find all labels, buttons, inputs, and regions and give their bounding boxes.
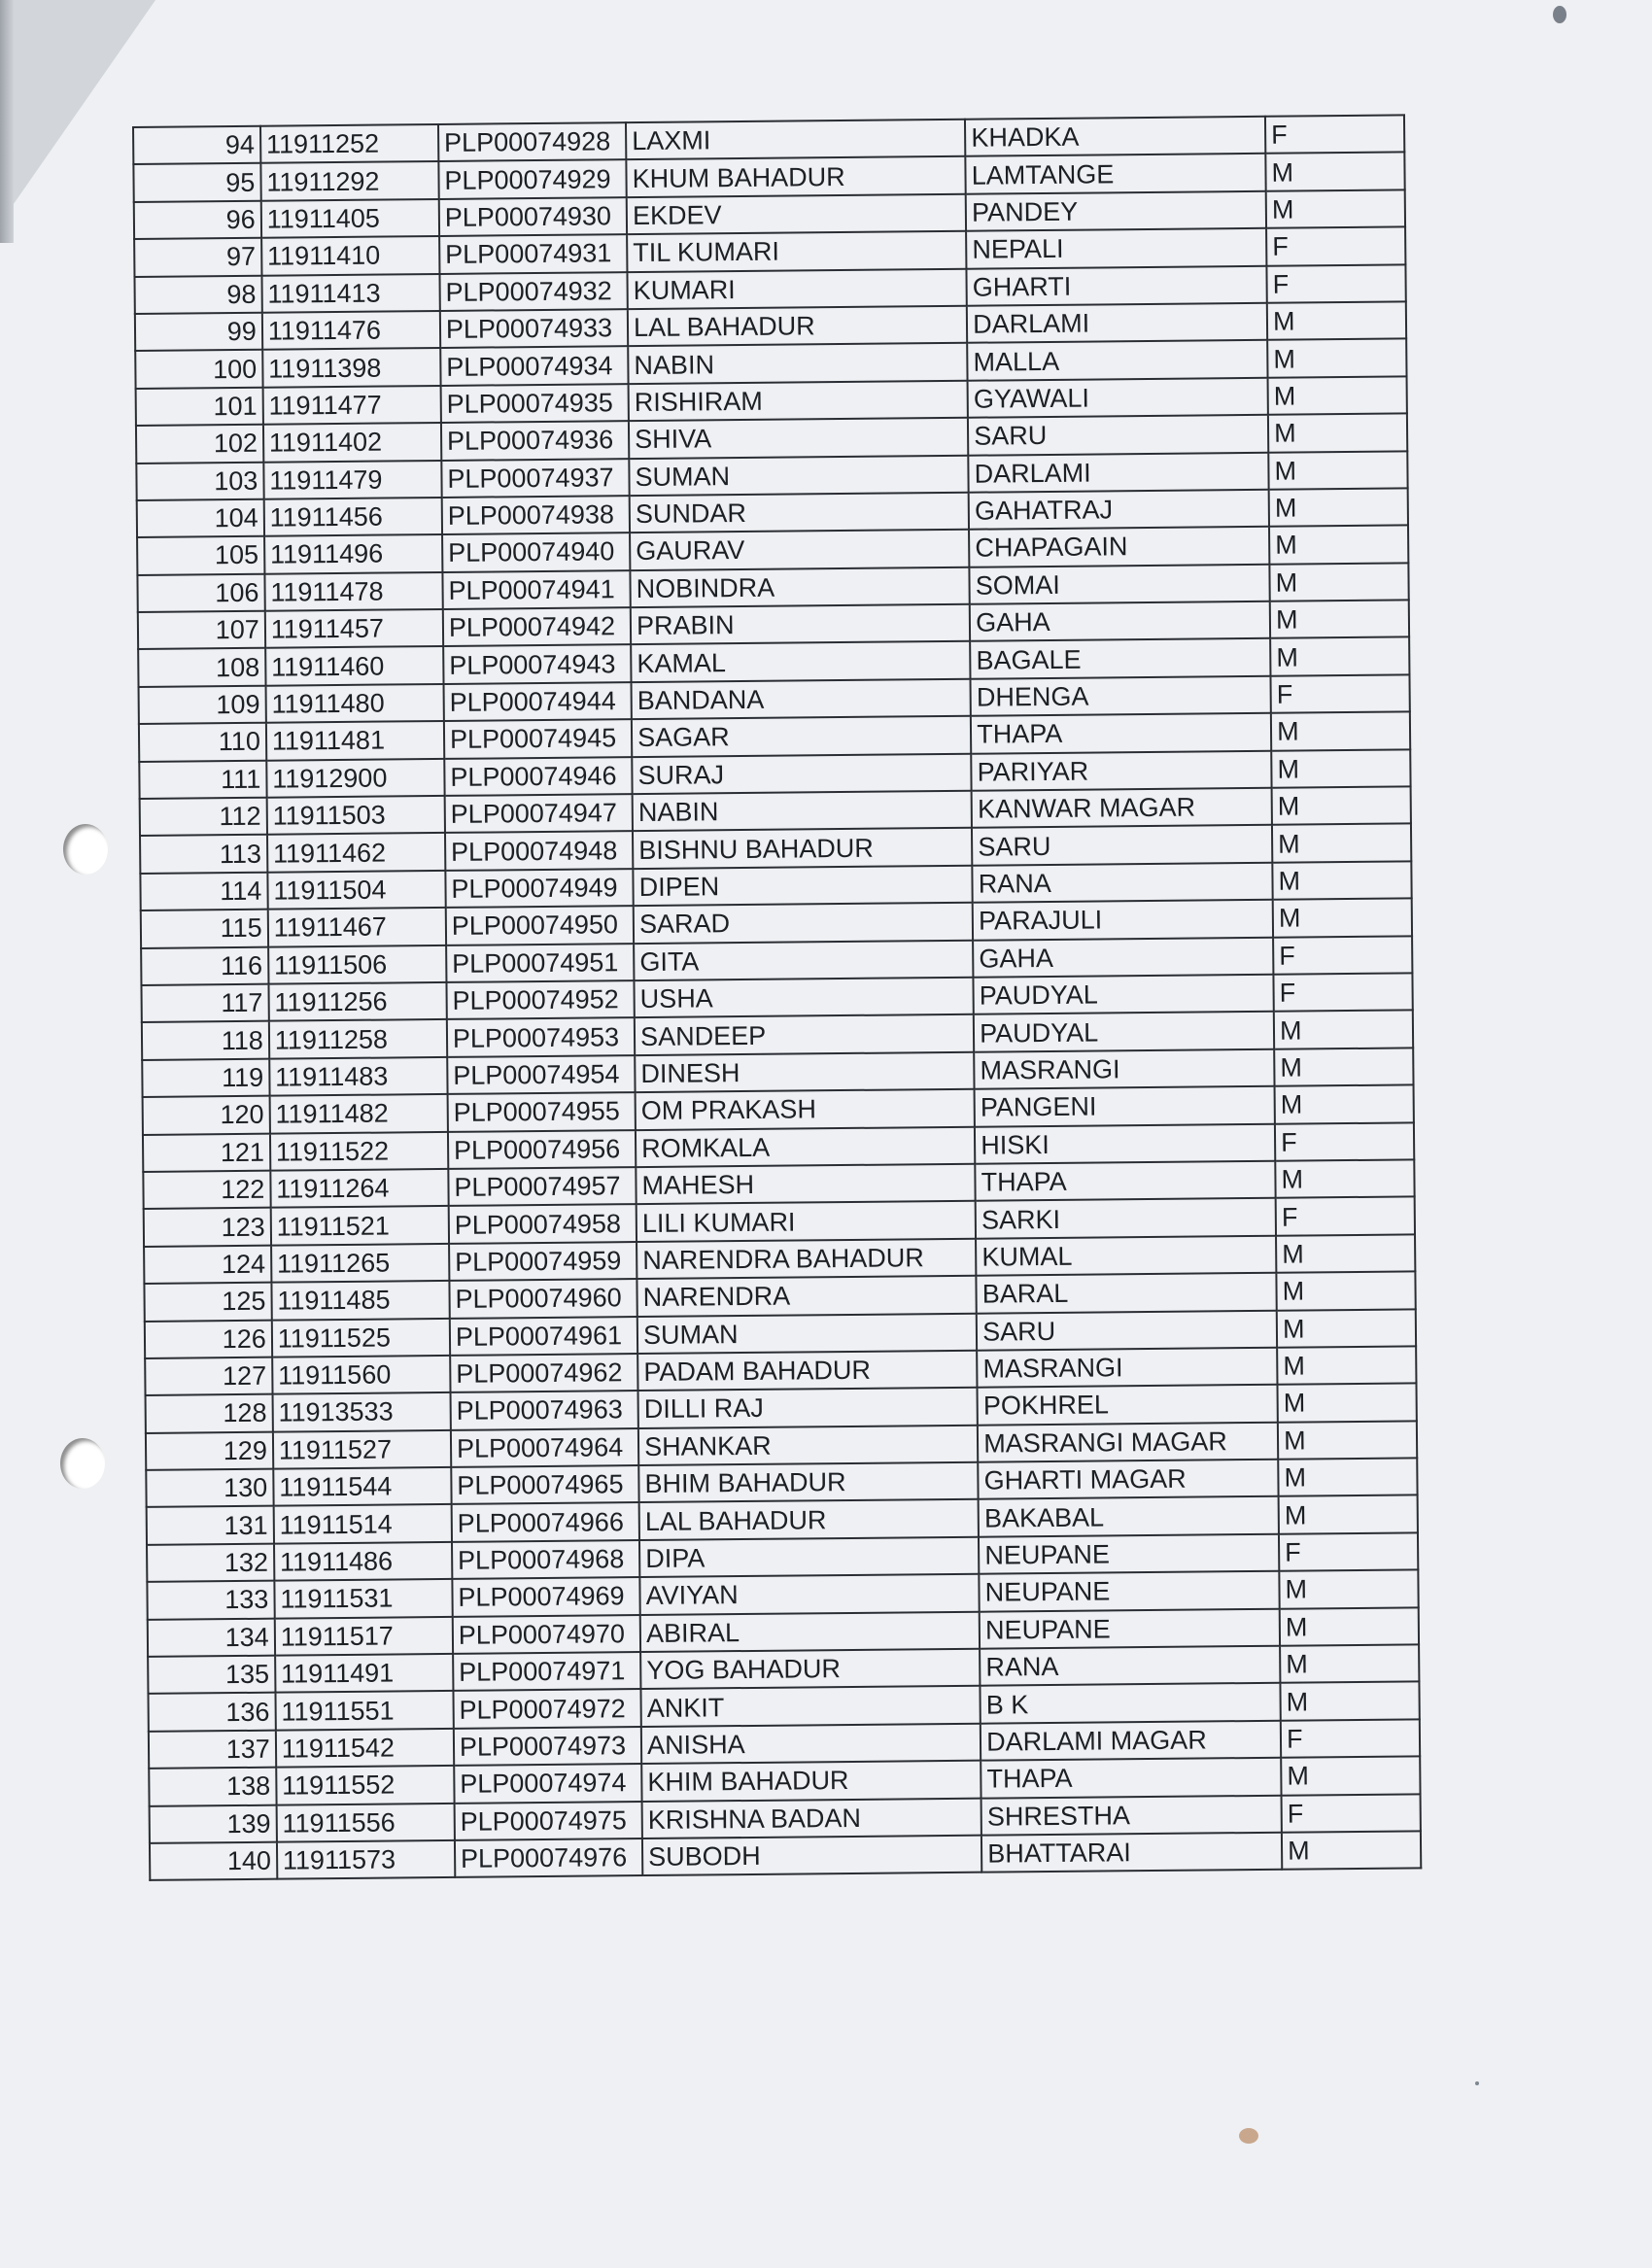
last-name-cell: SARU: [972, 825, 1272, 865]
serial-number-cell: 105: [137, 536, 264, 575]
first-name-cell: OM PRAKASH: [636, 1089, 975, 1130]
last-name-cell: MASRANGI MAGAR: [978, 1422, 1278, 1461]
first-name-cell: KHIM BAHADUR: [641, 1761, 981, 1802]
first-name-cell: SANDEEP: [635, 1014, 974, 1055]
last-name-cell: BARAL: [977, 1273, 1277, 1313]
registration-number-cell: PLP00074943: [443, 645, 632, 684]
first-name-cell: LILI KUMARI: [637, 1201, 976, 1242]
first-name-cell: BISHNU BAHADUR: [633, 828, 972, 869]
gender-cell: M: [1281, 1757, 1420, 1796]
registration-number-cell: PLP00074945: [444, 719, 633, 758]
serial-number-cell: 109: [139, 686, 266, 725]
gender-cell: M: [1282, 1831, 1421, 1870]
first-name-cell: LAL BAHADUR: [639, 1499, 979, 1540]
serial-number-cell: 136: [148, 1693, 275, 1732]
first-name-cell: GAURAV: [630, 530, 969, 570]
serial-number-cell: 134: [148, 1618, 275, 1657]
serial-number-cell: 139: [150, 1804, 277, 1843]
registration-number-cell: PLP00074934: [440, 346, 629, 385]
serial-number-cell: 112: [140, 798, 267, 837]
student-id-cell: 11911506: [268, 945, 446, 984]
student-id-cell: 11911485: [271, 1281, 449, 1320]
first-name-cell: SUMAN: [637, 1313, 977, 1354]
last-name-cell: HISKI: [975, 1123, 1275, 1163]
student-id-cell: 11911544: [273, 1467, 451, 1506]
serial-number-cell: 129: [146, 1431, 273, 1470]
student-id-cell: 11911480: [265, 684, 443, 723]
gender-cell: M: [1272, 861, 1411, 900]
last-name-cell: SARU: [977, 1310, 1277, 1350]
serial-number-cell: 103: [136, 462, 263, 500]
serial-number-cell: 110: [139, 723, 266, 762]
gender-cell: M: [1269, 563, 1408, 601]
gender-cell: M: [1266, 189, 1405, 228]
gender-cell: F: [1281, 1719, 1420, 1758]
serial-number-cell: 132: [147, 1544, 274, 1583]
gender-cell: M: [1280, 1644, 1419, 1683]
first-name-cell: EKDEV: [627, 194, 966, 235]
first-name-cell: TIL KUMARI: [627, 231, 966, 272]
serial-number-cell: 121: [143, 1133, 270, 1172]
student-id-cell: 11911413: [261, 274, 439, 313]
serial-number-cell: 96: [134, 201, 261, 240]
gender-cell: M: [1278, 1421, 1417, 1460]
last-name-cell: KANWAR MAGAR: [972, 788, 1272, 828]
first-name-cell: SAGAR: [632, 716, 971, 757]
first-name-cell: NABIN: [633, 791, 972, 832]
last-name-cell: GAHA: [973, 937, 1273, 977]
first-name-cell: ABIRAL: [640, 1611, 980, 1652]
last-name-cell: GAHA: [970, 601, 1270, 641]
last-name-cell: DARLAMI MAGAR: [981, 1721, 1281, 1761]
registration-number-cell: PLP00074946: [444, 757, 633, 796]
gender-cell: M: [1278, 1458, 1417, 1496]
registration-number-cell: PLP00074930: [439, 197, 628, 236]
registration-number-cell: PLP00074936: [441, 421, 630, 460]
registration-number-cell: PLP00074932: [439, 272, 628, 311]
registration-number-cell: PLP00074965: [451, 1465, 639, 1504]
serial-number-cell: 117: [141, 984, 268, 1023]
last-name-cell: THAPA: [981, 1758, 1281, 1798]
student-id-cell: 11911398: [262, 348, 440, 387]
first-name-cell: SUMAN: [629, 455, 968, 496]
serial-number-cell: 131: [147, 1506, 274, 1545]
gender-cell: M: [1276, 1271, 1415, 1310]
gender-cell: M: [1271, 749, 1410, 788]
gender-cell: M: [1275, 1159, 1414, 1198]
gender-cell: M: [1274, 1011, 1413, 1049]
registration-number-cell: PLP00074948: [445, 832, 634, 871]
student-id-cell: 11911551: [275, 1691, 453, 1730]
serial-number-cell: 100: [135, 350, 262, 389]
student-id-cell: 11911481: [266, 721, 444, 760]
registration-number-cell: PLP00074963: [450, 1391, 638, 1429]
registration-number-cell: PLP00074972: [453, 1689, 641, 1728]
registration-number-cell: PLP00074929: [438, 160, 627, 199]
student-roster-table: [132, 114, 1422, 1881]
first-name-cell: DIPA: [639, 1537, 979, 1578]
last-name-cell: THAPA: [971, 713, 1271, 753]
last-name-cell: BHATTARAI: [981, 1833, 1282, 1873]
first-name-cell: DINESH: [635, 1051, 974, 1092]
gender-cell: F: [1271, 674, 1410, 713]
registration-number-cell: PLP00074976: [455, 1838, 643, 1877]
serial-number-cell: 106: [137, 573, 264, 612]
serial-number-cell: 128: [146, 1394, 273, 1433]
last-name-cell: BAGALE: [970, 638, 1270, 678]
student-id-cell: 11913533: [272, 1392, 450, 1431]
last-name-cell: B K: [981, 1683, 1281, 1723]
registration-number-cell: PLP00074953: [447, 1017, 636, 1056]
registration-number-cell: PLP00074956: [448, 1130, 637, 1169]
registration-number-cell: PLP00074961: [450, 1317, 638, 1356]
gender-cell: F: [1266, 227, 1405, 266]
serial-number-cell: 118: [142, 1021, 269, 1060]
gender-cell: M: [1270, 637, 1409, 676]
first-name-cell: DIPEN: [633, 866, 972, 907]
first-name-cell: KHUM BAHADUR: [626, 156, 965, 197]
punch-hole: [63, 824, 108, 875]
student-id-cell: 11911491: [275, 1654, 453, 1693]
student-id-cell: 11911496: [264, 534, 442, 573]
serial-number-cell: 101: [136, 387, 263, 426]
serial-number-cell: 95: [133, 163, 260, 202]
last-name-cell: PAUDYAL: [974, 1012, 1274, 1051]
serial-number-cell: 102: [136, 425, 263, 464]
first-name-cell: LAXMI: [626, 120, 965, 160]
last-name-cell: MASRANGI: [977, 1348, 1277, 1388]
student-id-cell: 11911258: [269, 1019, 447, 1058]
student-id-cell: 11911479: [263, 460, 441, 498]
last-name-cell: SHRESTHA: [981, 1795, 1282, 1835]
last-name-cell: GAHATRAJ: [969, 490, 1269, 530]
gender-cell: M: [1281, 1682, 1420, 1721]
registration-number-cell: PLP00074949: [445, 869, 634, 908]
serial-number-cell: 115: [141, 910, 268, 948]
registration-number-cell: PLP00074954: [447, 1055, 636, 1094]
student-id-cell: 11911460: [265, 646, 443, 685]
registration-number-cell: PLP00074947: [445, 794, 634, 833]
first-name-cell: KAMAL: [631, 641, 970, 682]
last-name-cell: NEUPANE: [980, 1608, 1280, 1648]
registration-number-cell: PLP00074952: [446, 980, 635, 1019]
first-name-cell: SUBODH: [642, 1836, 981, 1876]
last-name-cell: NEUPANE: [980, 1571, 1280, 1611]
first-name-cell: YOG BAHADUR: [640, 1649, 980, 1690]
last-name-cell: BAKABAL: [979, 1496, 1279, 1536]
serial-number-cell: 108: [138, 648, 265, 687]
student-id-cell: 11911256: [268, 982, 446, 1021]
student-id-cell: 11911522: [270, 1131, 448, 1170]
student-id-cell: 11911405: [261, 199, 439, 238]
last-name-cell: PANDEY: [966, 191, 1266, 231]
student-id-cell: 11911476: [262, 311, 440, 350]
student-id-cell: 11911531: [274, 1579, 452, 1618]
student-id-cell: 11911265: [271, 1244, 449, 1283]
first-name-cell: MAHESH: [636, 1164, 975, 1205]
gender-cell: M: [1267, 339, 1406, 378]
student-id-cell: 11911467: [268, 908, 446, 946]
serial-number-cell: 124: [144, 1245, 271, 1284]
gender-cell: M: [1269, 488, 1408, 527]
registration-number-cell: PLP00074942: [443, 607, 632, 646]
last-name-cell: KUMAL: [976, 1235, 1276, 1275]
student-id-cell: 11911410: [261, 236, 439, 275]
student-id-cell: 11911521: [270, 1206, 448, 1245]
student-id-cell: 11911264: [270, 1169, 448, 1208]
gender-cell: M: [1279, 1570, 1418, 1609]
student-id-cell: 11911503: [266, 796, 444, 835]
gender-cell: F: [1274, 973, 1413, 1012]
serial-number-cell: 137: [149, 1730, 276, 1769]
last-name-cell: NEUPANE: [979, 1534, 1279, 1574]
serial-number-cell: 138: [149, 1768, 276, 1806]
first-name-cell: NOBINDRA: [630, 567, 969, 607]
gender-cell: M: [1274, 1048, 1413, 1086]
last-name-cell: POKHREL: [978, 1385, 1278, 1425]
last-name-cell: CHAPAGAIN: [969, 527, 1269, 567]
registration-number-cell: PLP00074937: [441, 459, 630, 498]
roster-body: [133, 115, 1421, 1880]
first-name-cell: USHA: [635, 978, 974, 1018]
student-id-cell: 11911517: [275, 1617, 453, 1656]
first-name-cell: SURAJ: [632, 753, 971, 794]
student-id-cell: 11911560: [272, 1356, 450, 1394]
serial-number-cell: 126: [145, 1320, 272, 1358]
gender-cell: F: [1267, 264, 1406, 303]
stain-mark: [1239, 2128, 1258, 2144]
last-name-cell: PAUDYAL: [974, 975, 1274, 1014]
first-name-cell: BHIM BAHADUR: [638, 1462, 978, 1503]
first-name-cell: NABIN: [628, 343, 967, 384]
first-name-cell: SUNDAR: [630, 493, 969, 533]
punch-hole: [60, 1438, 105, 1489]
serial-number-cell: 125: [144, 1283, 271, 1322]
last-name-cell: DARLAMI: [968, 452, 1268, 492]
gender-cell: M: [1278, 1384, 1417, 1423]
last-name-cell: RANA: [980, 1646, 1280, 1686]
last-name-cell: MASRANGI: [974, 1049, 1274, 1089]
gender-cell: M: [1275, 1085, 1414, 1124]
first-name-cell: PRABIN: [631, 604, 970, 645]
serial-number-cell: 99: [135, 313, 262, 352]
student-id-cell: 11911477: [262, 386, 440, 425]
gender-cell: M: [1270, 600, 1409, 638]
first-name-cell: KUMARI: [628, 268, 967, 309]
first-name-cell: ROMKALA: [636, 1126, 975, 1167]
registration-number-cell: PLP00074957: [448, 1167, 637, 1206]
registration-number-cell: PLP00074955: [447, 1092, 636, 1131]
gender-cell: M: [1265, 153, 1404, 191]
serial-number-cell: 104: [137, 499, 264, 538]
last-name-cell: NEPALI: [966, 228, 1266, 268]
registration-number-cell: PLP00074938: [442, 496, 631, 534]
last-name-cell: PARAJULI: [973, 900, 1273, 940]
first-name-cell: BANDANA: [632, 679, 971, 720]
serial-number-cell: 135: [148, 1656, 275, 1695]
student-id-cell: 11911486: [274, 1542, 452, 1581]
first-name-cell: SHANKAR: [638, 1425, 978, 1465]
gender-cell: M: [1271, 712, 1410, 751]
first-name-cell: NARENDRA: [637, 1276, 976, 1317]
registration-number-cell: PLP00074944: [443, 682, 632, 721]
registration-number-cell: PLP00074960: [449, 1279, 637, 1318]
last-name-cell: MALLA: [967, 340, 1267, 380]
last-name-cell: THAPA: [975, 1161, 1275, 1201]
student-id-cell: 11911504: [267, 871, 445, 910]
student-id-cell: 11911402: [263, 423, 441, 462]
first-name-cell: DILLI RAJ: [638, 1388, 978, 1428]
serial-number-cell: 140: [150, 1842, 277, 1881]
serial-number-cell: 113: [140, 835, 267, 874]
serial-number-cell: 122: [143, 1171, 270, 1210]
gender-cell: F: [1276, 1197, 1415, 1236]
student-id-cell: 11911573: [277, 1840, 455, 1879]
serial-number-cell: 111: [139, 760, 266, 799]
student-id-cell: 11911527: [273, 1430, 451, 1469]
serial-number-cell: 127: [145, 1357, 272, 1396]
student-id-cell: 11911482: [269, 1094, 447, 1133]
student-id-cell: 11911456: [263, 498, 441, 536]
serial-number-cell: 107: [138, 611, 265, 650]
gender-cell: M: [1273, 899, 1412, 938]
first-name-cell: NARENDRA BAHADUR: [637, 1238, 976, 1279]
gender-cell: F: [1265, 115, 1404, 154]
gender-cell: M: [1277, 1309, 1416, 1348]
registration-number-cell: PLP00074968: [452, 1540, 640, 1579]
dust-speck: [1475, 2081, 1479, 2085]
last-name-cell: PARIYAR: [971, 750, 1271, 790]
last-name-cell: DARLAMI: [967, 303, 1267, 343]
serial-number-cell: 116: [141, 946, 268, 985]
gender-cell: M: [1267, 301, 1406, 340]
last-name-cell: KHADKA: [965, 117, 1265, 156]
last-name-cell: DHENGA: [971, 676, 1271, 716]
first-name-cell: SHIVA: [629, 418, 968, 459]
gender-cell: M: [1280, 1607, 1419, 1646]
serial-number-cell: 114: [140, 873, 267, 911]
registration-number-cell: PLP00074970: [453, 1615, 641, 1654]
staple-mark: [1553, 6, 1566, 23]
registration-number-cell: PLP00074971: [453, 1652, 641, 1691]
last-name-cell: GHARTI: [967, 265, 1267, 305]
registration-number-cell: PLP00074973: [454, 1727, 642, 1766]
serial-number-cell: 94: [133, 126, 260, 165]
first-name-cell: KRISHNA BADAN: [642, 1798, 981, 1838]
student-id-cell: 11912900: [266, 759, 444, 798]
gender-cell: M: [1268, 451, 1407, 490]
last-name-cell: PANGENI: [975, 1086, 1275, 1126]
registration-number-cell: PLP00074950: [446, 906, 635, 945]
gender-cell: F: [1275, 1122, 1414, 1161]
registration-number-cell: PLP00074975: [454, 1802, 642, 1840]
last-name-cell: SARU: [968, 415, 1268, 455]
serial-number-cell: 123: [144, 1208, 271, 1247]
registration-number-cell: PLP00074940: [442, 533, 631, 571]
gender-cell: F: [1282, 1794, 1421, 1833]
student-id-cell: 11911252: [260, 124, 438, 163]
last-name-cell: SARKI: [976, 1198, 1276, 1238]
gender-cell: F: [1273, 936, 1412, 975]
last-name-cell: LAMTANGE: [966, 154, 1266, 193]
registration-number-cell: PLP00074933: [440, 309, 629, 348]
registration-number-cell: PLP00074959: [449, 1242, 637, 1281]
student-id-cell: 11911478: [264, 572, 442, 611]
first-name-cell: ANISHA: [641, 1723, 981, 1764]
registration-number-cell: PLP00074962: [450, 1354, 638, 1392]
gender-cell: M: [1279, 1495, 1418, 1534]
student-id-cell: 11911457: [265, 609, 443, 648]
student-id-cell: 11911552: [276, 1766, 454, 1804]
registration-number-cell: PLP00074928: [438, 122, 627, 161]
first-name-cell: PADAM BAHADUR: [637, 1351, 977, 1392]
gender-cell: M: [1268, 414, 1407, 453]
last-name-cell: RANA: [973, 863, 1273, 903]
registration-number-cell: PLP00074969: [452, 1577, 640, 1616]
first-name-cell: RISHIRAM: [629, 380, 968, 421]
student-id-cell: 11911542: [276, 1729, 454, 1768]
serial-number-cell: 98: [134, 275, 261, 314]
gender-cell: M: [1276, 1234, 1415, 1273]
first-name-cell: ANKIT: [641, 1686, 981, 1727]
serial-number-cell: 119: [142, 1058, 269, 1097]
serial-number-cell: 97: [134, 238, 261, 277]
registration-number-cell: PLP00074958: [449, 1204, 637, 1243]
registration-number-cell: PLP00074974: [454, 1764, 642, 1803]
student-id-cell: 11911462: [267, 833, 445, 872]
first-name-cell: AVIYAN: [639, 1574, 979, 1615]
gender-cell: M: [1269, 526, 1408, 565]
gender-cell: M: [1277, 1346, 1416, 1385]
gender-cell: M: [1272, 824, 1411, 863]
registration-number-cell: PLP00074966: [452, 1503, 640, 1542]
registration-number-cell: PLP00074931: [439, 234, 628, 273]
registration-number-cell: PLP00074951: [446, 944, 635, 982]
serial-number-cell: 130: [146, 1469, 273, 1508]
first-name-cell: SARAD: [634, 903, 973, 944]
page-edge-shadow: [0, 0, 14, 243]
serial-number-cell: 133: [147, 1581, 274, 1620]
registration-number-cell: PLP00074964: [451, 1428, 639, 1467]
gender-cell: M: [1268, 376, 1407, 415]
first-name-cell: GITA: [634, 940, 973, 980]
last-name-cell: GHARTI MAGAR: [978, 1460, 1278, 1499]
student-id-cell: 11911292: [260, 161, 438, 200]
gender-cell: F: [1279, 1532, 1418, 1571]
gender-cell: M: [1272, 786, 1411, 825]
first-name-cell: LAL BAHADUR: [628, 306, 967, 347]
registration-number-cell: PLP00074935: [440, 384, 629, 423]
student-id-cell: 11911525: [272, 1318, 450, 1357]
student-id-cell: 11911483: [269, 1057, 447, 1096]
serial-number-cell: 120: [143, 1096, 270, 1135]
last-name-cell: GYAWALI: [968, 378, 1268, 418]
student-id-cell: 11911556: [276, 1803, 454, 1841]
student-id-cell: 11911514: [273, 1504, 451, 1543]
registration-number-cell: PLP00074941: [442, 570, 631, 609]
last-name-cell: SOMAI: [970, 564, 1270, 603]
